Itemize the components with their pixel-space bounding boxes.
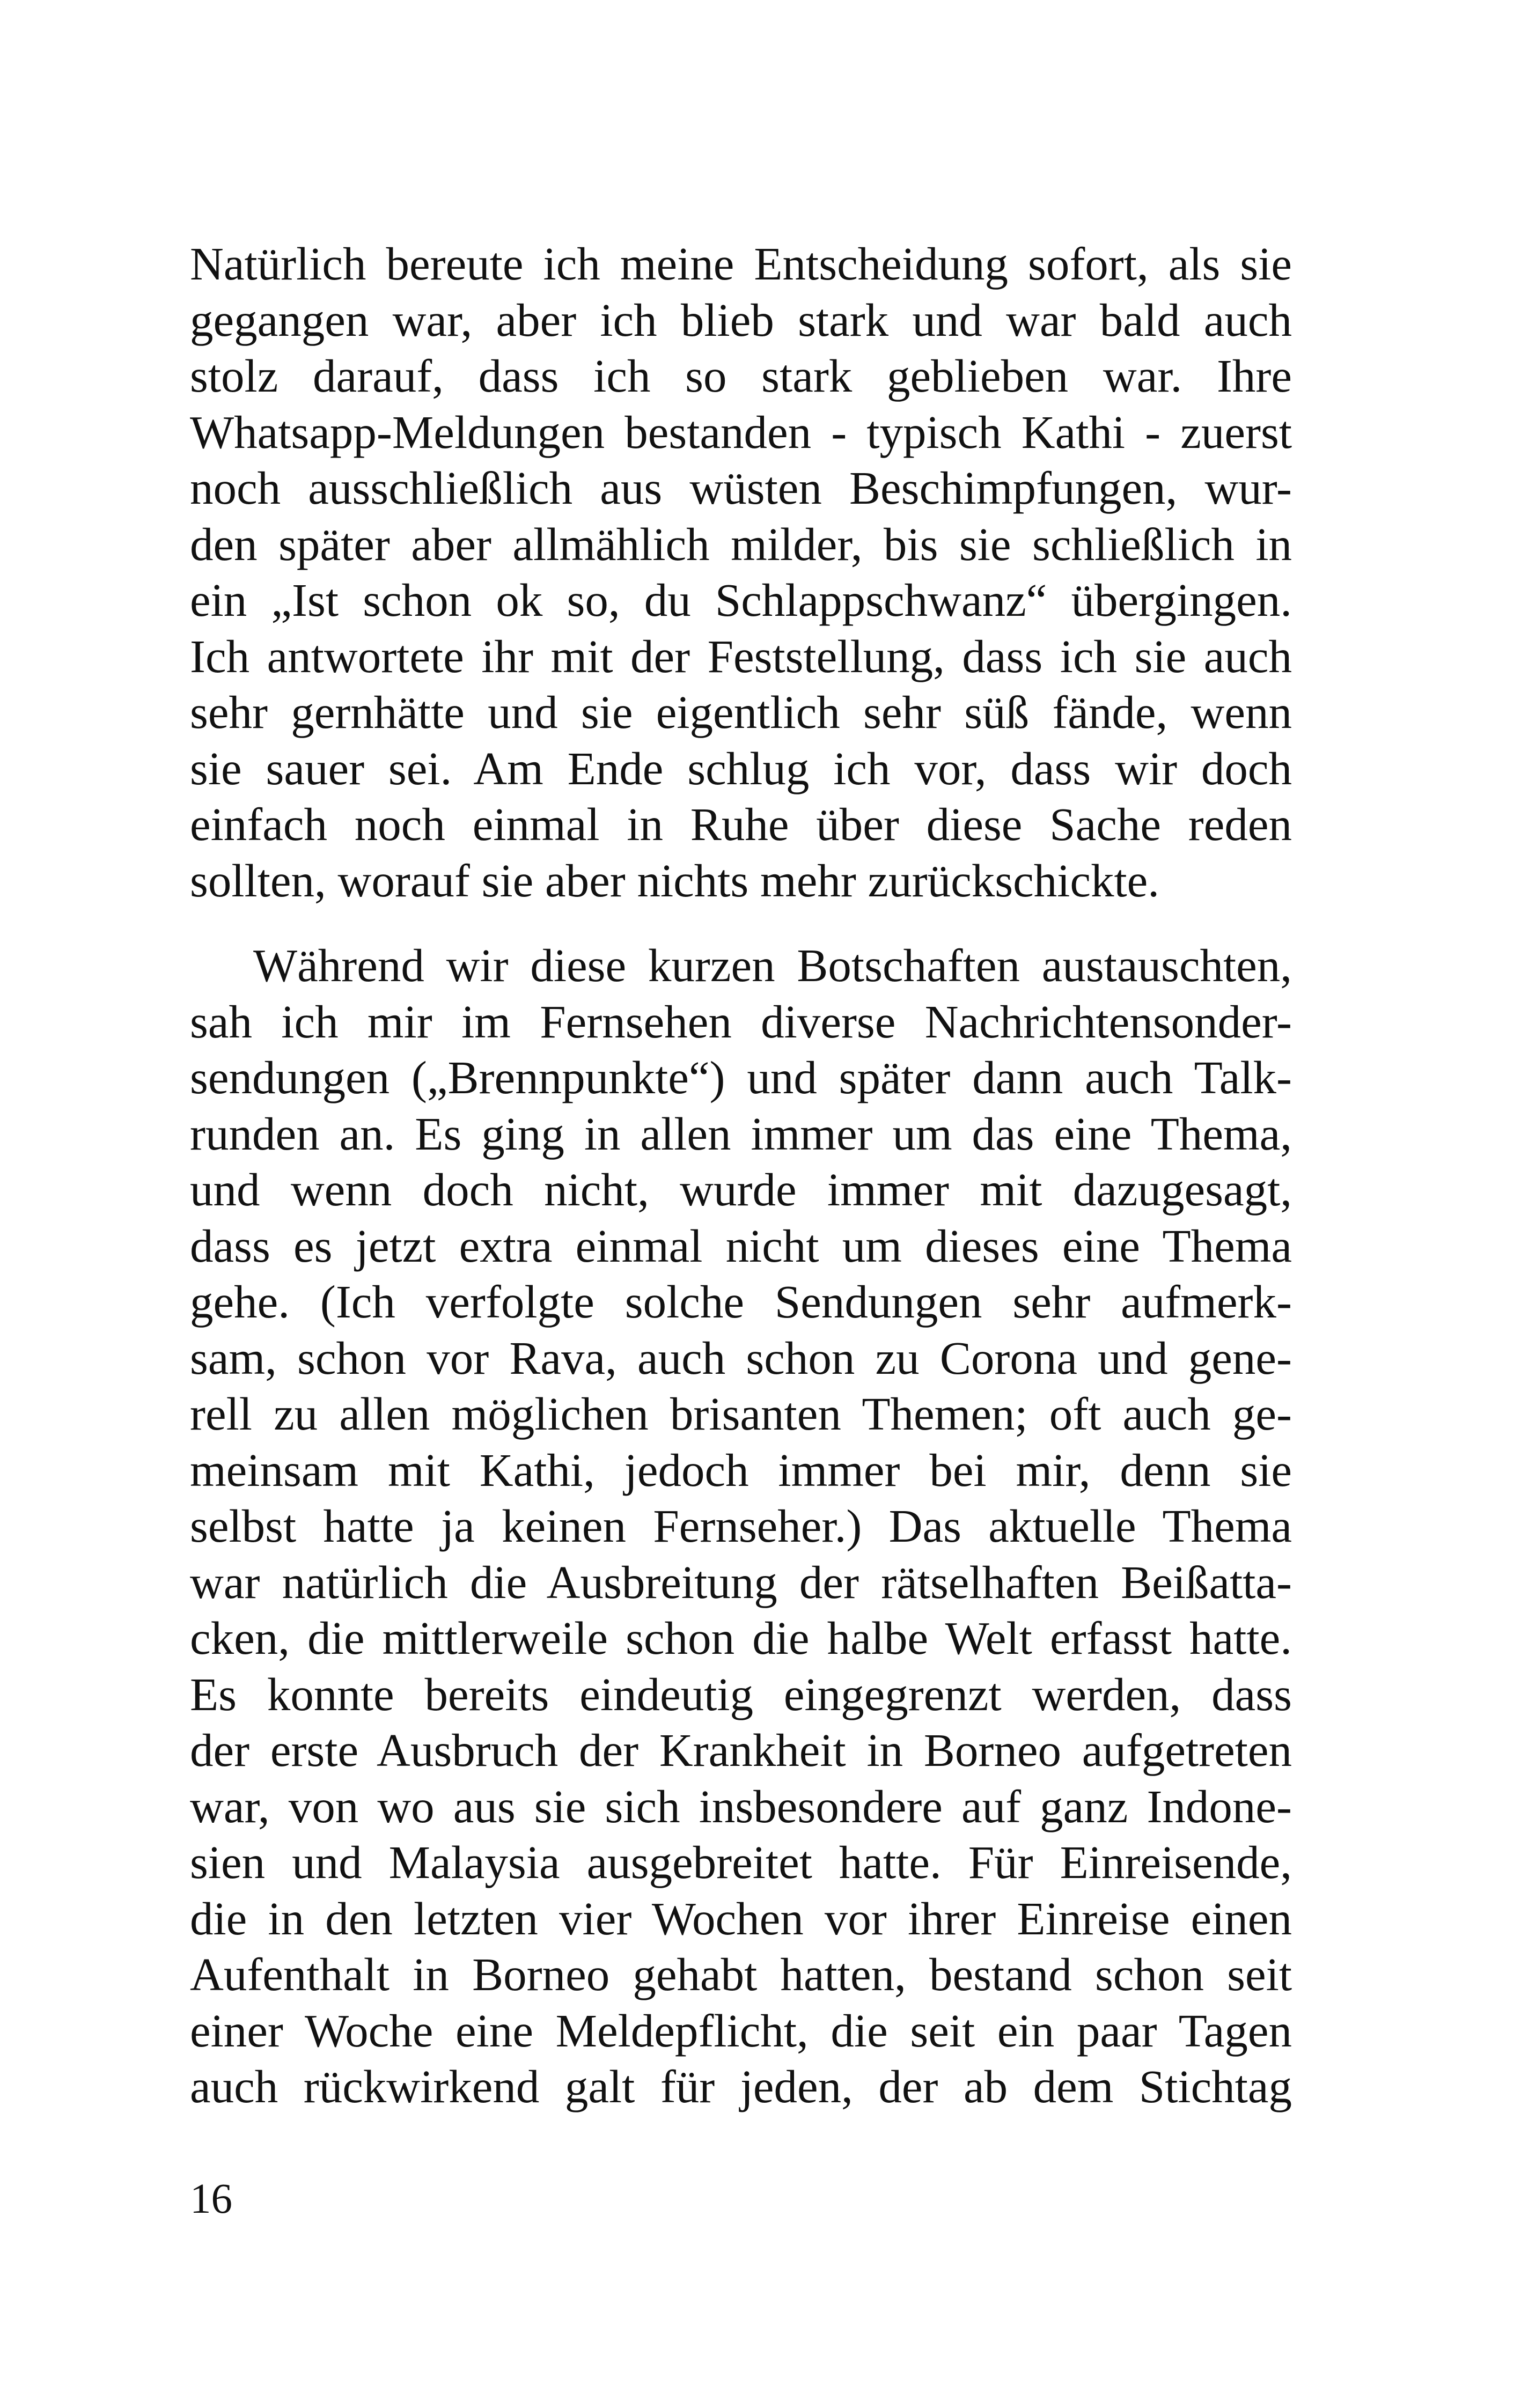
text-line: sendungen („Brennpunkte“) und später dann auch Talk- (190, 1051, 1292, 1103)
text-line: die in den letzten vier Wochen vor ihrer Einreise einen (190, 1892, 1292, 1945)
text-line: Whatsapp-Meldungen bestanden - typisch Kathi - zuerst (190, 406, 1292, 458)
text-line: Während wir diese kurzen Botschaften austauschten, (253, 939, 1292, 991)
text-line: einer Woche eine Meldepflicht, die seit ein paar Tagen (190, 2004, 1292, 2057)
text-line: runden an. Es ging in allen immer um das eine Thema, (190, 1107, 1292, 1160)
text-line: sie sauer sei. Am Ende schlug ich vor, dass wir doch (190, 742, 1292, 794)
text-line: meinsam mit Kathi, jedoch immer bei mir, denn sie (190, 1444, 1292, 1496)
text-line: auch rückwirkend galt für jeden, der ab dem Stichtag (190, 2060, 1292, 2112)
text-line: sam, schon vor Rava, auch schon zu Corona und gene- (190, 1331, 1292, 1384)
text-line: ein „Ist schon ok so, du Schlappschwanz“ übergingen. (190, 574, 1292, 626)
page-number: 16 (190, 2176, 232, 2222)
text-line: gegangen war, aber ich blieb stark und war bald auch (190, 293, 1292, 346)
text-line: cken, die mittlerweile schon die halbe Welt erfasst hatte. (190, 1612, 1292, 1664)
text-line: und wenn doch nicht, wurde immer mit dazugesagt, (190, 1164, 1292, 1216)
text-line: war natürlich die Ausbreitung der rätselhaften Beißatta- (190, 1556, 1292, 1608)
paragraph-1 (190, 236, 1292, 909)
text-line: Es konnte bereits eindeutig eingegrenzt werden, dass (190, 1668, 1292, 1720)
text-line: dass es jetzt extra einmal nicht um dieses eine Thema (190, 1219, 1292, 1272)
text-line: sien und Malaysia ausgebreitet hatte. Für Einreisende, (190, 1836, 1292, 1888)
text-line: Aufenthalt in Borneo gehabt hatten, bestand schon seit (190, 1948, 1292, 2000)
text-line: der erste Ausbruch der Krankheit in Borneo aufgetreten (190, 1724, 1292, 1776)
text-line: sollten, worauf sie aber nichts mehr zurückschickte. (190, 854, 1160, 907)
text-line: sah ich mir im Fernsehen diverse Nachrichtensonder- (190, 995, 1292, 1048)
text-line: rell zu allen möglichen brisanten Themen; oft auch ge- (190, 1388, 1292, 1440)
text-line: einfach noch einmal in Ruhe über diese Sache reden (190, 798, 1292, 850)
text-line: gehe. (Ich verfolgte solche Sendungen sehr aufmerk- (190, 1276, 1292, 1328)
text-line: den später aber allmählich milder, bis sie schließlich in (190, 518, 1292, 570)
text-line: Ich antwortete ihr mit der Feststellung, dass ich sie auch (190, 630, 1292, 682)
text-line: selbst hatte ja keinen Fernseher.) Das aktuelle Thema (190, 1500, 1292, 1552)
text-line: sehr gernhätte und sie eigentlich sehr süß fände, wenn (190, 686, 1292, 738)
text-line: war, von wo aus sie sich insbesondere auf ganz Indone- (190, 1780, 1292, 1832)
text-line: noch ausschließlich aus wüsten Beschimpfungen, wur- (190, 462, 1292, 514)
text-line: stolz darauf, dass ich so stark geblieben war. Ihre (190, 350, 1292, 402)
paragraph-2 (190, 938, 1292, 2115)
text-line: Natürlich bereute ich meine Entscheidung sofort, als sie (190, 238, 1292, 290)
